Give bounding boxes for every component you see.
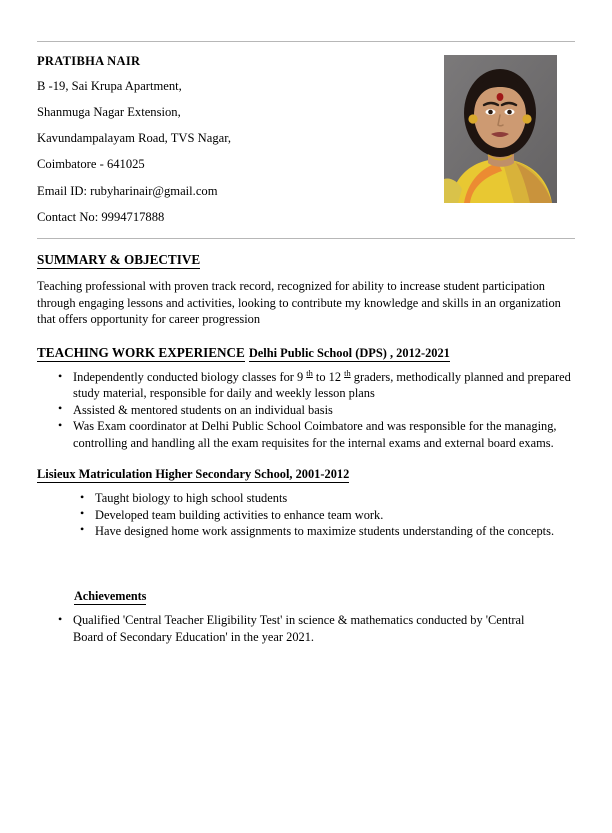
ordinal-suffix: th bbox=[344, 368, 351, 378]
list-item: • Independently conducted biology classes for 9 $^{th}$ to 12 $^{th}$ graders, methodically planned and prepared study material, responsible for daily and weekly lesson plans bbox=[37, 369, 575, 402]
avatar bbox=[444, 55, 557, 203]
list-item: • Was Exam coordinator at Delhi Public School Coimbatore and was responsible for the managing, controlling and handling all the exam requisites for the internal exams and external board exams. bbox=[37, 418, 575, 451]
page-title: PRATIBHA NAIR bbox=[37, 54, 141, 68]
portrait-photo-icon bbox=[444, 55, 557, 203]
experience-heading: TEACHING WORK EXPERIENCE bbox=[37, 345, 245, 362]
list-item: • Developed team building activities to enhance team work. bbox=[59, 507, 575, 523]
address-line-3: Kavundampalayam Road, TVS Nagar, bbox=[37, 131, 232, 146]
achievements-heading: Achievements bbox=[74, 589, 146, 605]
address-line-1: B -19, Sai Krupa Apartment, bbox=[37, 78, 182, 93]
header-divider bbox=[37, 238, 575, 239]
address-line-2: Shanmuga Nagar Extension, bbox=[37, 104, 181, 119]
summary-text: Teaching professional with proven track record, recognized for ability to increase student participation through engaging lessons and activities, looking to contribute my knowledge and skills in an organization that offers opportunity for career progression bbox=[37, 279, 561, 327]
email-line: Email ID: rubyharinair@gmail.com bbox=[37, 183, 218, 198]
job-title-lisieux: Lisieux Matriculation Higher Secondary School, 2001-2012 bbox=[37, 467, 349, 483]
resume-page bbox=[0, 41, 612, 833]
job-bullets-lisieux bbox=[59, 490, 575, 539]
achievements-spacer bbox=[37, 539, 575, 587]
list-item: • Qualified 'Central Teacher Eligibility Test' in science & mathematics conducted by 'Central Board of Secondary Education' in the year 2021. bbox=[37, 612, 575, 645]
list-item: • Assisted & mentored students on an individual basis bbox=[37, 402, 575, 418]
header-block bbox=[37, 42, 575, 224]
job-title-dps: Delhi Public School (DPS) , 2012-2021 bbox=[249, 346, 450, 362]
list-item: • Taught biology to high school students bbox=[59, 490, 575, 506]
summary-heading: SUMMARY & OBJECTIVE bbox=[37, 252, 200, 269]
ordinal-suffix: th bbox=[306, 368, 313, 378]
list-item: • Have designed home work assignments to maximize students understanding of the concepts. bbox=[59, 523, 575, 539]
address-line-4: Coimbatore - 641025 bbox=[37, 157, 145, 172]
achievements-bullets bbox=[37, 612, 575, 645]
contact-number-line: Contact No: 9994717888 bbox=[37, 209, 165, 224]
job-bullets-dps bbox=[37, 369, 575, 451]
